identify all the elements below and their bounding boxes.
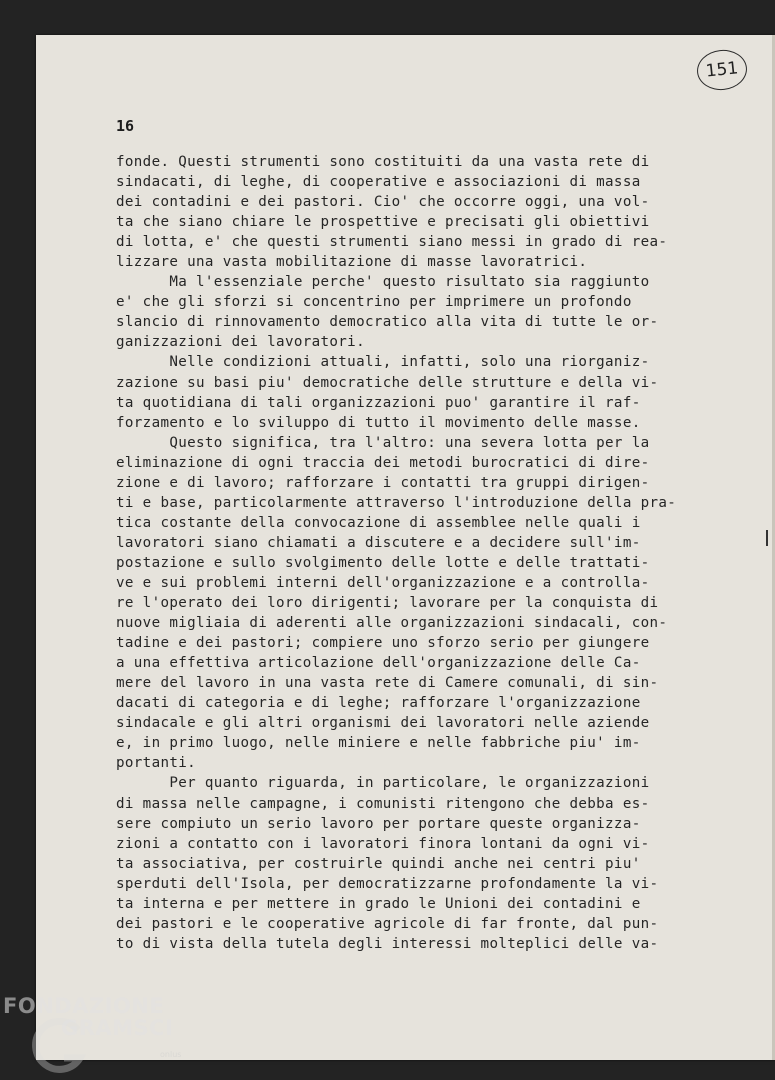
text-line: slancio di rinnovamento democratico alla vita di tutte le or-: [116, 314, 659, 331]
page-number: 16: [116, 117, 135, 135]
text-line: zazione su basi piu' democratiche delle strutture e della vi-: [116, 374, 659, 391]
text-line: nuove migliaia di aderenti alle organizzazioni sindacali, con-: [116, 615, 668, 632]
text-line: sindacati, di leghe, di cooperative e associazioni di massa: [116, 174, 641, 191]
text-line: eliminazione di ogni traccia dei metodi burocratici di dire-: [116, 454, 650, 471]
text-line: ganizzazioni dei lavoratori.: [116, 334, 365, 351]
text-line: dei contadini e dei pastori. Cio' che occorre oggi, una vol-: [116, 194, 650, 211]
text-line: lizzare una vasta mobilitazione di masse lavoratrici.: [116, 254, 588, 271]
folio-number: 151: [704, 58, 740, 82]
text-line: mere del lavoro in una vasta rete di Camere comunali, di sin-: [116, 675, 659, 692]
text-line: sindacale e gli altri organismi dei lavoratori nelle aziende: [116, 715, 650, 732]
text-line: a una effettiva articolazione dell'organizzazione delle Ca-: [116, 655, 641, 672]
text-line: portanti.: [116, 755, 197, 772]
text-line: e' che gli sforzi si concentrino per imprimere un profondo: [116, 294, 632, 311]
body-text: [116, 152, 708, 954]
text-line: zione e di lavoro; rafforzare i contatti tra gruppi dirigen-: [116, 474, 650, 491]
text-line: sere compiuto un serio lavoro per portare queste organizza-: [116, 815, 641, 832]
text-line: postazione e sullo svolgimento delle lotte e delle trattati-: [116, 554, 650, 571]
text-line: ta quotidiana di tali organizzazioni puo' garantire il raf-: [116, 394, 641, 411]
text-line: dei pastori e le cooperative agricole di far fronte, dal pun-: [116, 915, 659, 932]
watermark-line1: FONDAZIONE: [3, 994, 165, 1018]
watermark-line2: GRAMSCI: [61, 1016, 174, 1040]
text-line: ta associativa, per costruirle quindi anche nei centri piu': [116, 855, 641, 872]
watermark: [3, 995, 173, 1039]
text-line: di lotta, e' che questi strumenti siano messi in grado di rea-: [116, 234, 668, 251]
margin-mark: [766, 530, 768, 546]
text-line: Questo significa, tra l'altro: una severa lotta per la: [116, 434, 650, 451]
watermark-sub: onlus: [160, 1050, 182, 1059]
text-line: fonde. Questi strumenti sono costituiti da una vasta rete di: [116, 154, 650, 170]
text-line: dacati di categoria e di leghe; rafforzare l'organizzazione: [116, 695, 641, 712]
text-line: ta che siano chiare le prospettive e precisati gli obiettivi: [116, 214, 650, 231]
text-line: ti e base, particolarmente attraverso l'introduzione della pra-: [116, 494, 677, 511]
text-line: ta interna e per mettere in grado le Unioni dei contadini e: [116, 895, 641, 912]
text-line: re l'operato dei loro dirigenti; lavorare per la conquista di: [116, 595, 659, 612]
text-line: lavoratori siano chiamati a discutere e a decidere sull'im-: [116, 534, 641, 551]
text-line: forzamento e lo sviluppo di tutto il movimento delle masse.: [116, 414, 641, 431]
text-line: zioni a contatto con i lavoratori finora lontani da ogni vi-: [116, 835, 650, 852]
text-line: to di vista della tutela degli interessi molteplici delle va-: [116, 935, 659, 952]
text-line: Ma l'essenziale perche' questo risultato sia raggiunto: [116, 274, 650, 291]
text-line: Per quanto riguarda, in particolare, le organizzazioni: [116, 775, 650, 792]
text-line: di massa nelle campagne, i comunisti ritengono che debba es-: [116, 795, 650, 812]
text-line: sperduti dell'Isola, per democratizzarne profondamente la vi-: [116, 875, 659, 892]
text-line: ve e sui problemi interni dell'organizzazione e a controlla-: [116, 574, 650, 591]
text-line: e, in primo luogo, nelle miniere e nelle fabbriche piu' im-: [116, 735, 641, 752]
text-line: tica costante della convocazione di assemblee nelle quali i: [116, 514, 641, 531]
text-line: tadine e dei pastori; compiere uno sforzo serio per giungere: [116, 635, 650, 652]
text-line: Nelle condizioni attuali, infatti, solo una riorganiz-: [116, 354, 650, 371]
